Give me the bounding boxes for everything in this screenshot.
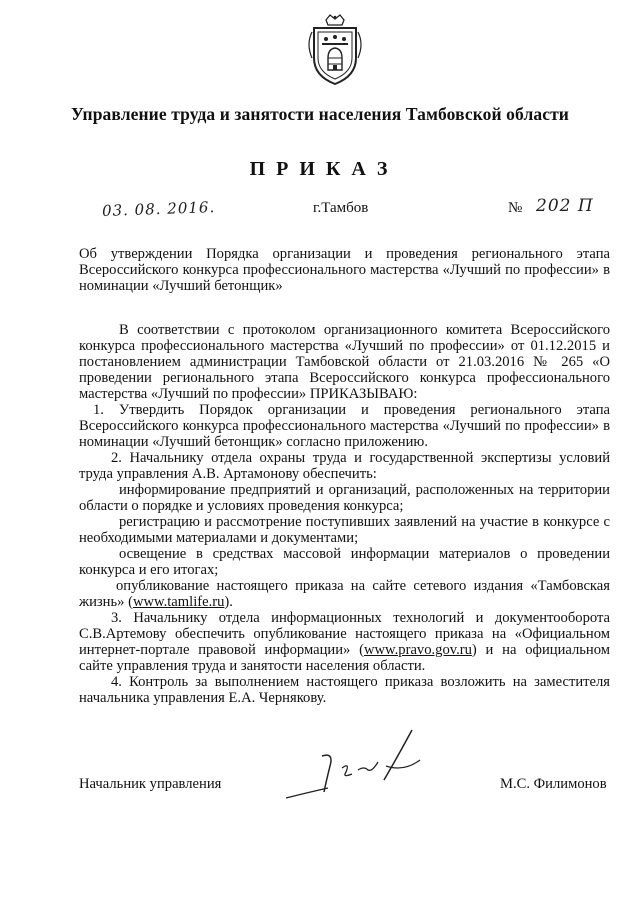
item-3-text: 3. Начальнику отдела информационных технологий и документооборота С.В.Артемову обеспечить опубликование настоящего приказа на «Официальном интернет-портале правовой информации» ( bbox=[79, 610, 610, 658]
city-label: г.Тамбов bbox=[313, 200, 369, 216]
signer-position: Начальник управления bbox=[79, 776, 222, 792]
organization-title: Управление труда и занятости населения Тамбовской области bbox=[71, 104, 569, 124]
item-2-d-text: опубликование настоящего приказа на сайте сетевого издания «Тамбовская жизнь» ( bbox=[79, 578, 610, 610]
preamble-paragraph: В соответствии с протоколом организационного комитета Всероссийского конкурса профессионального мастерства «Лучший по профессии» от 01.12.2015 и постановлением администрации Тамбовской области от 21.03.2016 № 265 «О проведении регионального этапа Всероссийского конкурса профессионального мастерства «Лучший по профессии» ПРИКАЗЫВАЮ: bbox=[79, 322, 610, 402]
handwritten-signature bbox=[280, 726, 430, 806]
item-2-c: освещение в средствах массовой информации материалов о проведении конкурса и его итогах; bbox=[79, 546, 610, 578]
handwritten-number: 202 П bbox=[536, 196, 594, 216]
pravo-link[interactable]: www.pravo.gov.ru bbox=[363, 642, 472, 658]
item-2-d-end: ). bbox=[224, 594, 233, 610]
item-3-end: ) и на официальном сайте управления труда и занятости населения области. bbox=[79, 642, 610, 674]
item-4: 4. Контроль за выполнением настоящего приказа возложить на заместителя начальника управления Е.А. Чернякову. bbox=[79, 674, 610, 706]
coat-of-arms-icon bbox=[304, 14, 366, 88]
number-label: № bbox=[508, 200, 523, 216]
item-3 bbox=[79, 610, 610, 674]
item-2: 2. Начальнику отдела охраны труда и государственной экспертизы условий труда управления А.В. Артамонову обеспечить: bbox=[79, 450, 610, 482]
item-1: 1. Утвердить Порядок организации и проведения регионального этапа Всероссийского конкурса профессионального мастерства «Лучший по профессии» в номинации «Лучший бетонщик» согласно приложению. bbox=[79, 402, 610, 450]
document-type-heading: П Р И К А З bbox=[249, 158, 391, 180]
item-2-a: информирование предприятий и организаций, расположенных на территории области о порядке и условиях проведения конкурса; bbox=[79, 482, 610, 514]
order-subject: Об утверждении Порядка организации и проведения регионального этапа Всероссийского конкурса профессионального мастерства «Лучший по профессии» в номинации «Лучший бетонщик» bbox=[79, 246, 610, 294]
item-2-b: регистрацию и рассмотрение поступивших заявлений на участие в конкурсе с необходимыми материалами и документами; bbox=[79, 514, 610, 546]
item-2-d bbox=[79, 578, 610, 610]
handwritten-date: 03. 08. 2016. bbox=[101, 198, 216, 220]
signer-name: М.С. Филимонов bbox=[500, 776, 607, 792]
order-body bbox=[79, 322, 610, 706]
tamlife-link[interactable]: www.tamlife.ru bbox=[132, 594, 225, 610]
